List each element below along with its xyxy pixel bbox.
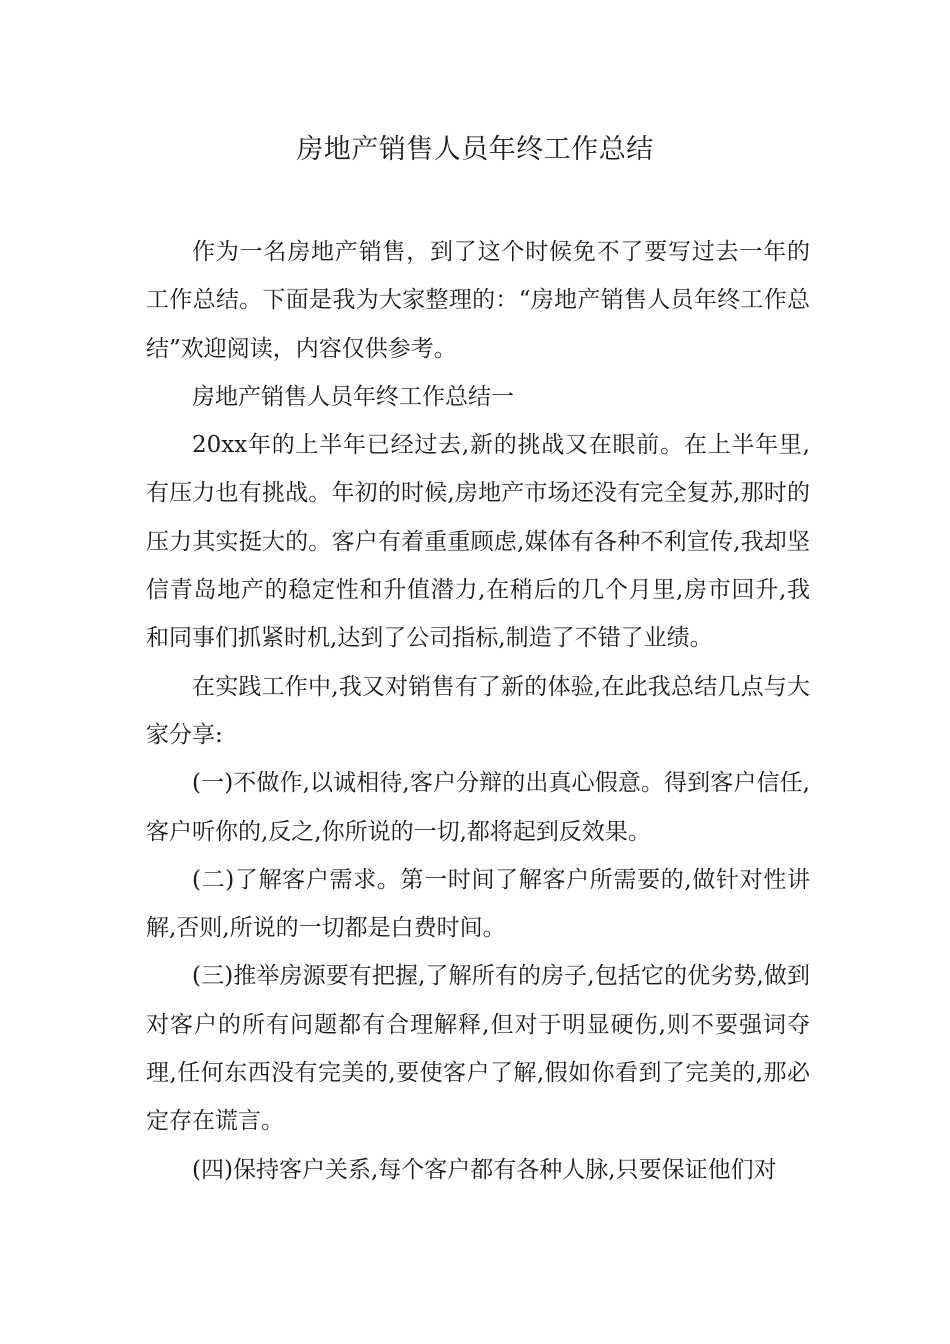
paragraph-point-1: (一)不做作,以诚相待,客户分辩的出真心假意。得到客户信任,客户听你的,反之,你所说的一切,都将起到反效果。 [146, 770, 810, 845]
paragraph-point-2: (二)了解客户需求。第一时间了解客户所需要的,做针对性讲解,否则,所说的一切都是白费时间。 [146, 866, 810, 942]
paragraph-point-4: (四)保持客户关系,每个客户都有各种人脉,只要保证他们对 [192, 1156, 777, 1183]
paragraph-first-half-year: 20xx年的上半年已经过去,新的挑战又在眼前。在上半年里,有压力也有挑战。年初的时候,房地产市场还没有完全复苏,那时的压力其实挺大的。客户有着重重顾虑,媒体有各种不利宣传,我却坚信青岛地产的稳定性和升值潜力,在稍后的几个月里,房市回升,我和同事们抓紧时机,达到了公司指标,制造了不错了业绩。 [146, 432, 810, 652]
paragraph-experience: 在实践工作中,我又对销售有了新的体验,在此我总结几点与大家分享: [146, 673, 810, 748]
document-title: 房地产销售人员年终工作总结 [296, 134, 654, 165]
paragraph-point-3: (三)推举房源要有把握,了解所有的房子,包括它的优劣势,做到对客户的所有问题都有合理解释,但对于明显硬伤,则不要强词夺理,任何东西没有完美的,要使客户了解,假如你看到了完美的,那必定存在谎言。 [146, 963, 810, 1135]
paragraph-intro: 作为一名房地产销售，到了这个时候免不了要写过去一年的工作总结。下面是我为大家整理的：“房地产销售人员年终工作总结”欢迎阅读，内容仅供参考。 [146, 239, 810, 362]
document-body [146, 228, 810, 1194]
section-heading: 房地产销售人员年终工作总结一 [192, 383, 514, 410]
